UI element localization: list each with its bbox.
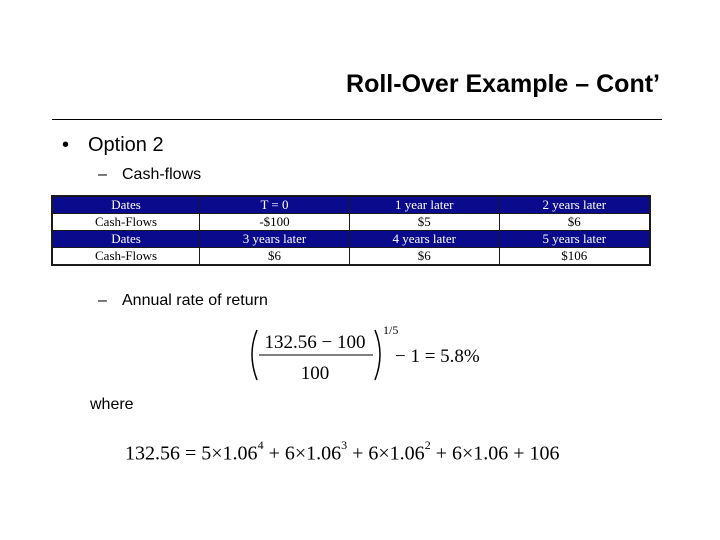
table-cell: 1 year later	[349, 196, 499, 214]
formula-term: 6×1.06	[451, 442, 509, 465]
table-cell: Dates	[52, 196, 200, 214]
bullet-dot: •	[62, 134, 70, 156]
table-cell: $6	[499, 214, 650, 231]
bullet-option	[62, 134, 164, 157]
table-row	[52, 231, 650, 248]
bullet-option-text: Option 2	[88, 134, 164, 156]
table-cell: 2 years later	[499, 196, 650, 214]
sub-bullet-annual-return	[98, 292, 268, 310]
formula-exponent: 1/5	[383, 323, 399, 337]
table-cell: $6	[349, 248, 499, 266]
formula-operator: +	[435, 442, 447, 465]
table-row	[52, 196, 650, 214]
table-cell: T = 0	[200, 196, 350, 214]
formula-term-exponent: 2	[424, 438, 431, 452]
slide-title: Roll-Over Example – Cont’	[346, 70, 660, 98]
formula-term-exponent: 3	[341, 438, 348, 452]
formula-term: 6×1.06	[368, 442, 425, 465]
dash-marker: –	[98, 166, 107, 183]
formula-lhs: 132.56 =	[125, 442, 197, 465]
sub-bullet-cashflows	[98, 166, 201, 184]
table-cell: $106	[499, 248, 650, 266]
where-label: where	[90, 396, 134, 413]
cash-flow-table	[51, 195, 651, 266]
sub-bullet-annual-return-text: Annual rate of return	[122, 292, 268, 309]
table-row	[52, 214, 650, 231]
table-cell: Cash-Flows	[52, 248, 200, 266]
formula-result: − 1 = 5.8%	[395, 346, 480, 367]
formula-term: 6×1.06	[284, 442, 342, 465]
expansion-formula	[125, 438, 560, 466]
formula-operator: +	[513, 442, 525, 465]
formula-operator: +	[352, 442, 364, 465]
formula-numerator: 132.56 − 100	[264, 332, 366, 353]
title-divider	[52, 119, 662, 120]
table-cell: -$100	[200, 214, 350, 231]
table-cell: $5	[349, 214, 499, 231]
sub-bullet-cashflows-text: Cash-flows	[122, 166, 202, 183]
table-cell: $6	[200, 248, 350, 266]
annual-return-formula	[245, 322, 515, 386]
formula-operator: +	[268, 442, 280, 465]
formula-denominator: 100	[300, 363, 330, 384]
table-cell: Cash-Flows	[52, 214, 200, 231]
table-row	[52, 248, 650, 266]
dash-marker: –	[98, 292, 107, 309]
left-paren	[252, 330, 257, 380]
formula-term: 5×1.06	[201, 442, 258, 465]
table-cell: 3 years later	[200, 231, 350, 248]
right-paren	[375, 330, 380, 380]
table-cell: 4 years later	[349, 231, 499, 248]
table-cell: 5 years later	[499, 231, 650, 248]
formula-term-exponent: 4	[257, 438, 264, 452]
table-cell: Dates	[52, 231, 200, 248]
formula-last-term: 106	[529, 442, 560, 465]
